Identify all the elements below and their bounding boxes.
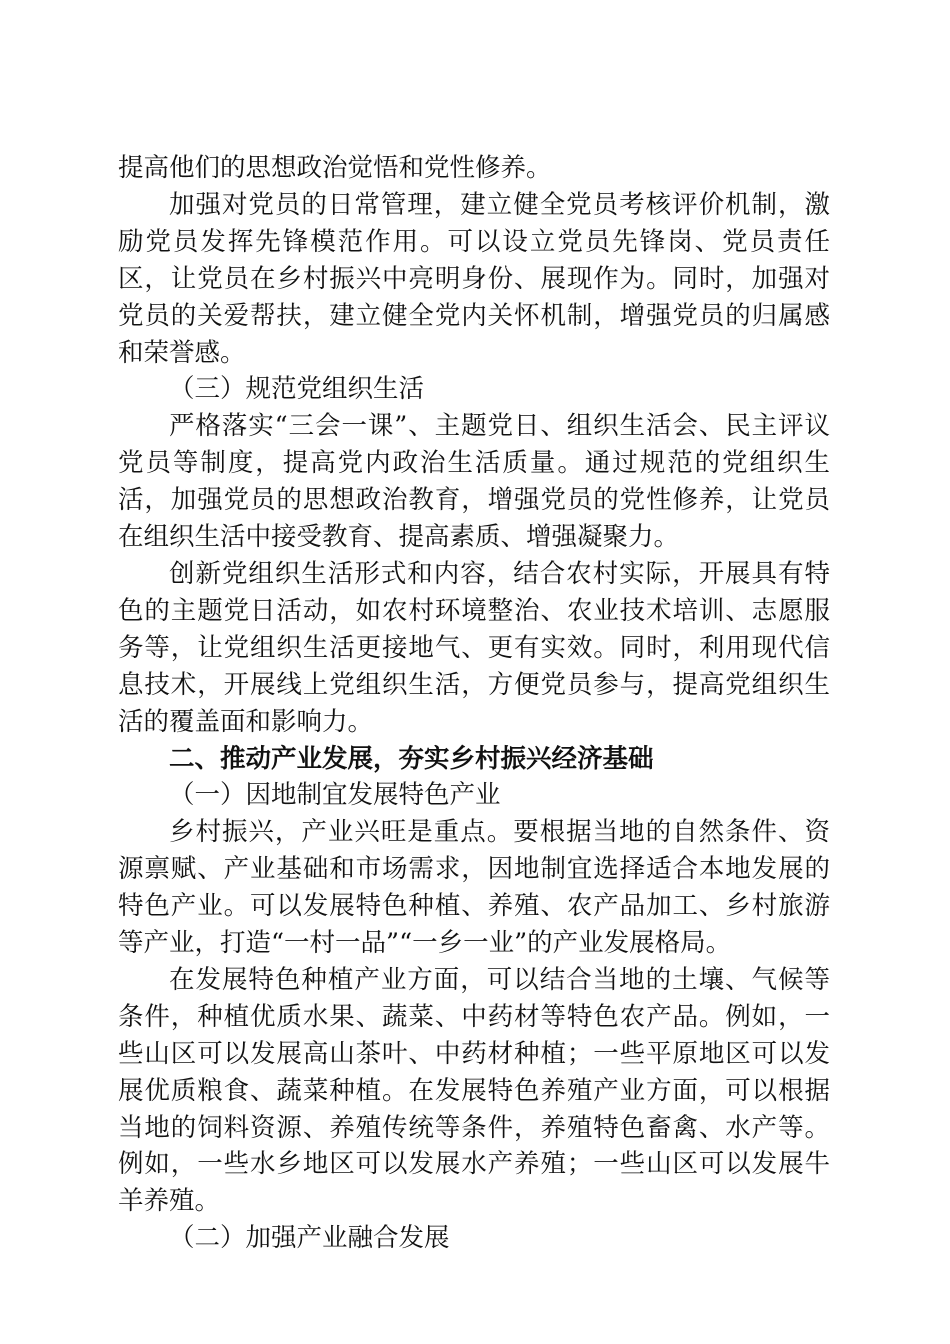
subheading-standardize-party-life: （三）规范党组织生活 xyxy=(169,374,425,405)
paragraph-member-management: 加强对党员的日常管理，建立健全党员考核评价机制，激励党员发挥先锋模范作用。可以设立党员先锋岗、党员责任区，让党员在乡村振兴中亮明身份、展现作为。同时，加强对党员的关爱帮扶，建立健全党内关怀机制，增强党员的归属感和荣誉感。 xyxy=(118,189,830,368)
section-heading-industry: 二、推动产业发展，夯实乡村振兴经济基础 xyxy=(169,743,654,774)
paragraph-continuation: 提高他们的思想政治觉悟和党性修养。 xyxy=(118,153,552,183)
paragraph-implement-system: 严格落实“三会一课”、主题党日、组织生活会、民主评议党员等制度，提高党内政治生活质量。通过规范的党组织生活，加强党员的思想政治教育，增强党员的党性修养，让党员在组织生活中接受教育、提高素质、增强凝聚力。 xyxy=(118,411,830,553)
paragraph-industry-prosperity: 乡村振兴，产业兴旺是重点。要根据当地的自然条件、资源禀赋、产业基础和市场需求，因地制宜选择适合本地发展的特色产业。可以发展特色种植、养殖、农产品加工、乡村旅游等产业，打造“一村一品”“一乡一业”的产业发展格局。 xyxy=(118,817,830,959)
subheading-industry-integration: （二）加强产业融合发展 xyxy=(169,1223,450,1254)
paragraph-innovate-party-life: 创新党组织生活形式和内容，结合农村实际，开展具有特色的主题党日活动，如农村环境整治、农业技术培训、志愿服务等，让党组织生活更接地气、更有实效。同时，利用现代信息技术，开展线上党组织生活，方便党员参与，提高党组织生活的覆盖面和影响力。 xyxy=(118,558,830,737)
paragraph-planting-breeding: 在发展特色种植产业方面，可以结合当地的土壤、气候等条件，种植优质水果、蔬菜、中药材等特色农产品。例如，一些山区可以发展高山茶叶、中药材种植；一些平原地区可以发展优质粮食、蔬菜种植。在发展特色养殖产业方面，可以根据当地的饲料资源、养殖传统等条件，养殖特色畜禽、水产等。例如，一些水乡地区可以发展水产养殖；一些山区可以发展牛羊养殖。 xyxy=(118,964,830,1217)
document-page xyxy=(118,150,830,1257)
subheading-characteristic-industry: （一）因地制宜发展特色产业 xyxy=(169,780,501,811)
